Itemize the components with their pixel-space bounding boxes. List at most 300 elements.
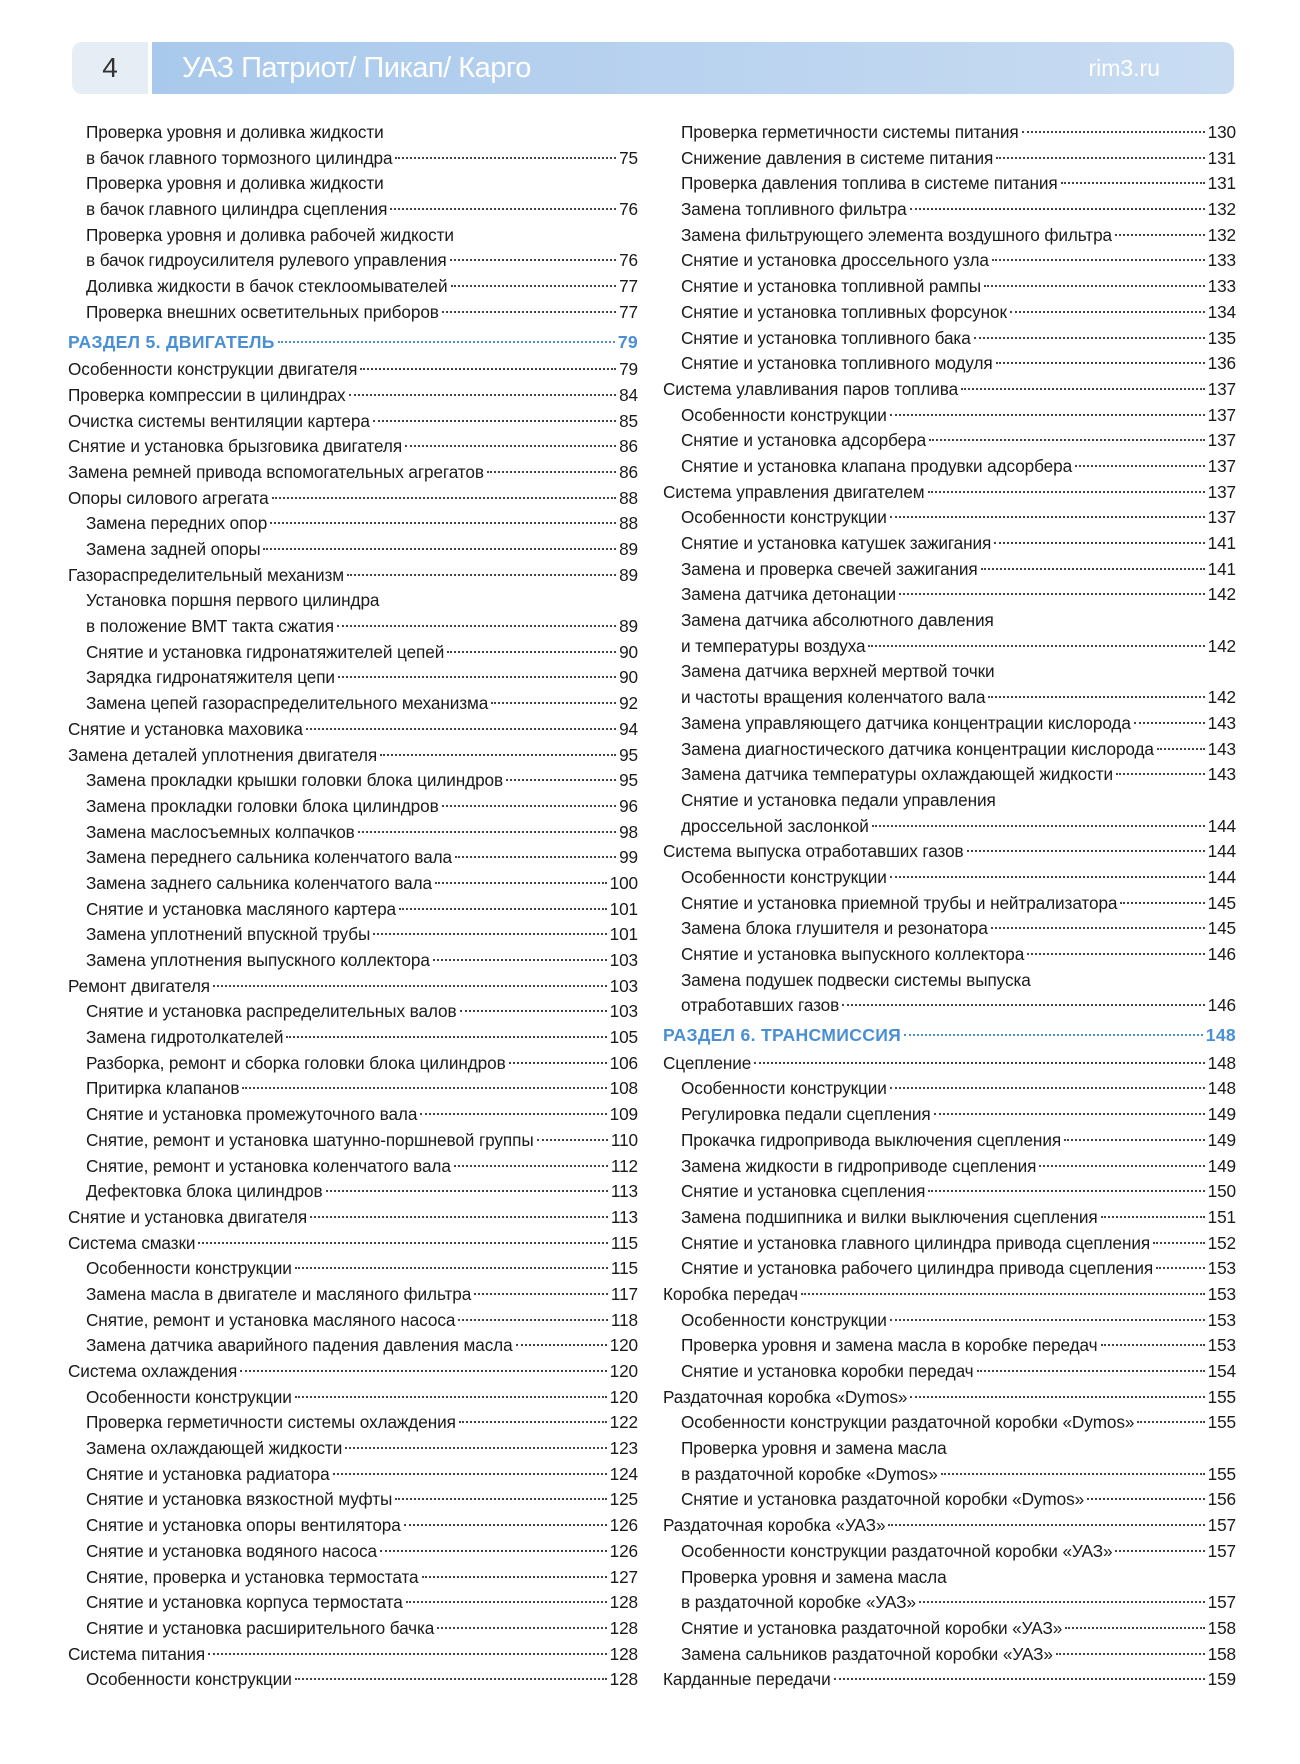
toc-entry-title: Проверка компрессии в цилиндрах — [68, 384, 346, 405]
toc-entry[interactable] — [663, 1282, 1236, 1308]
toc-entry-title: Проверка уровня и доливка жидкости — [86, 173, 384, 194]
toc-right-column — [663, 120, 1236, 1693]
toc-entry-title: в бачок гидроусилителя рулевого управления — [86, 250, 447, 271]
toc-entry[interactable] — [68, 1282, 638, 1308]
toc-entry[interactable] — [68, 511, 638, 537]
toc-entry[interactable] — [663, 505, 1236, 531]
toc-entry[interactable] — [68, 1590, 638, 1616]
toc-entry[interactable] — [663, 1076, 1236, 1102]
toc-entry[interactable] — [663, 1667, 1236, 1693]
toc-entry[interactable] — [663, 968, 1236, 994]
toc-page-number: 79 — [617, 331, 638, 352]
toc-entry[interactable] — [663, 608, 1236, 634]
toc-entry-title: Замена датчика аварийного падения давления масла — [86, 1335, 513, 1356]
dot-leader — [904, 1034, 1203, 1036]
toc-entry[interactable] — [663, 1179, 1236, 1205]
dot-leader — [422, 1576, 607, 1578]
toc-entry[interactable] — [68, 1231, 638, 1257]
toc-entry[interactable] — [663, 248, 1236, 274]
toc-page-number: 143 — [1207, 738, 1236, 759]
dot-leader — [928, 491, 1205, 493]
dot-leader — [1157, 748, 1205, 750]
toc-entry-title: Замена задней опоры — [86, 539, 261, 559]
toc-page-number: 94 — [619, 718, 638, 739]
toc-entry[interactable] — [68, 948, 638, 974]
dot-leader — [451, 285, 617, 287]
toc-entry-title: Опоры силового агрегата — [68, 487, 269, 508]
toc-page-number: 148 — [1207, 1052, 1236, 1073]
toc-entry[interactable] — [663, 1590, 1236, 1616]
toc-entry[interactable] — [663, 1205, 1236, 1231]
dot-leader — [1153, 1242, 1205, 1244]
toc-page-number: 113 — [610, 1206, 638, 1227]
dot-leader — [1087, 1498, 1205, 1500]
toc-page-number: 124 — [609, 1463, 638, 1484]
toc-page-number: 137 — [1207, 507, 1236, 528]
toc-entry-title: Снятие и установка водяного насоса — [86, 1540, 377, 1561]
toc-page-number: 131 — [1207, 173, 1236, 194]
toc-page-number: 110 — [610, 1129, 638, 1150]
dot-leader — [390, 208, 616, 210]
toc-entry[interactable] — [68, 1513, 638, 1539]
toc-entry[interactable] — [68, 897, 638, 923]
toc-entry[interactable] — [663, 916, 1236, 942]
toc-entry[interactable] — [68, 1667, 638, 1693]
dot-leader — [399, 908, 607, 910]
dot-leader — [380, 754, 616, 756]
dot-leader — [1010, 311, 1205, 313]
toc-entry-title: в положение ВМТ такта сжатия — [86, 616, 334, 637]
toc-entry-title: Снятие и установка вязкостной муфты — [86, 1489, 393, 1510]
book-title: УАЗ Патриот/ Пикап/ Карго — [182, 52, 531, 84]
toc-entry[interactable] — [663, 377, 1236, 403]
dot-leader — [1101, 1216, 1205, 1218]
toc-page-number: 153 — [1207, 1283, 1236, 1304]
dot-leader — [910, 1396, 1204, 1398]
toc-page-number: 84 — [619, 384, 638, 405]
toc-entry[interactable] — [68, 1308, 638, 1334]
toc-entry[interactable] — [68, 1205, 638, 1231]
dot-leader — [890, 516, 1205, 518]
toc-page-number: 144 — [1207, 841, 1236, 862]
toc-entry[interactable] — [663, 171, 1236, 197]
toc-entry[interactable] — [68, 357, 638, 383]
dot-leader — [1137, 1421, 1204, 1423]
toc-entry[interactable] — [68, 1333, 638, 1359]
toc-entry[interactable] — [68, 999, 638, 1025]
toc-entry[interactable] — [663, 1385, 1236, 1411]
dot-leader — [263, 548, 616, 550]
toc-page-number: 148 — [1205, 1025, 1236, 1046]
toc-entry[interactable] — [663, 711, 1236, 737]
toc-entry[interactable] — [68, 768, 638, 794]
dot-leader — [347, 574, 616, 576]
toc-entry[interactable] — [663, 480, 1236, 506]
toc-entry-title: Особенности конструкции — [681, 1078, 887, 1099]
toc-entry[interactable] — [68, 614, 638, 640]
toc-page-number: 92 — [619, 693, 638, 714]
toc-entry[interactable] — [68, 871, 638, 897]
toc-entry[interactable] — [68, 640, 638, 666]
toc-entry-title: и частоты вращения коленчатого вала — [681, 687, 986, 708]
dot-leader — [360, 368, 616, 370]
toc-section-heading[interactable] — [663, 1023, 1236, 1049]
dot-leader — [988, 696, 1204, 698]
toc-entry-title: Проверка герметичности системы охлаждения — [86, 1412, 456, 1433]
toc-entry[interactable] — [663, 146, 1236, 172]
toc-entry[interactable] — [68, 537, 638, 563]
dot-leader — [454, 1165, 608, 1167]
toc-entry-title: РАЗДЕЛ 6. ТРАНСМИССИЯ — [663, 1025, 902, 1046]
toc-entry[interactable] — [68, 223, 638, 249]
toc-entry-title: Замена сальников раздаточной коробки «УАЗ» — [681, 1643, 1053, 1664]
toc-page-number: 122 — [609, 1412, 638, 1433]
toc-entry-title: Притирка клапанов — [86, 1078, 240, 1099]
dot-leader — [295, 1396, 607, 1398]
toc-entry[interactable] — [663, 1436, 1236, 1462]
toc-page-number: 103 — [609, 1001, 638, 1022]
toc-entry[interactable] — [663, 197, 1236, 223]
toc-entry[interactable] — [68, 1565, 638, 1591]
toc-page-number: 123 — [609, 1438, 638, 1459]
toc-entry[interactable] — [663, 1333, 1236, 1359]
toc-entry[interactable] — [663, 1616, 1236, 1642]
toc-page-number: 89 — [619, 539, 638, 559]
toc-page-number: 146 — [1207, 944, 1236, 964]
dot-leader — [442, 805, 616, 807]
toc-entry-title: Снятие и установка топливных форсунок — [681, 301, 1007, 322]
toc-section-heading[interactable] — [68, 330, 638, 356]
toc-entry-title: Снятие, ремонт и установка коленчатого вала — [86, 1155, 451, 1176]
toc-entry[interactable] — [663, 865, 1236, 891]
toc-entry[interactable] — [663, 788, 1236, 814]
toc-entry[interactable] — [663, 1565, 1236, 1591]
toc-entry-title: Замена прокладки головки блока цилиндров — [86, 795, 439, 816]
toc-entry[interactable] — [663, 1231, 1236, 1257]
toc-page-number: 144 — [1207, 866, 1236, 887]
toc-entry[interactable] — [663, 1359, 1236, 1385]
toc-entry[interactable] — [663, 274, 1236, 300]
toc-entry-title: Замена и проверка свечей зажигания — [681, 558, 978, 579]
toc-entry[interactable] — [68, 300, 638, 326]
toc-entry[interactable] — [663, 1642, 1236, 1668]
toc-page-number: 79 — [619, 359, 638, 380]
toc-entry-title: Ремонт двигателя — [68, 975, 211, 996]
toc-entry-title: Снятие и установка радиатора — [86, 1463, 330, 1484]
toc-entry[interactable] — [68, 248, 638, 274]
toc-entry[interactable] — [663, 891, 1236, 917]
toc-entry[interactable] — [663, 403, 1236, 429]
toc-page-number: 143 — [1207, 712, 1236, 733]
toc-entry[interactable] — [68, 1462, 638, 1488]
toc-entry[interactable] — [663, 428, 1236, 454]
toc-entry[interactable] — [663, 454, 1236, 480]
dot-leader — [213, 985, 607, 987]
toc-page-number: 155 — [1207, 1386, 1236, 1407]
dot-leader — [333, 1473, 607, 1475]
toc-page-number: 128 — [609, 1669, 638, 1690]
toc-page-number: 112 — [610, 1155, 638, 1176]
toc-page-number: 132 — [1207, 199, 1236, 220]
toc-entry[interactable] — [663, 685, 1236, 711]
toc-entry-title: Проверка давления топлива в системе питания — [681, 173, 1058, 194]
toc-entry[interactable] — [663, 351, 1236, 377]
toc-entry-title: Замена топливного фильтра — [681, 199, 907, 220]
toc-entry[interactable] — [68, 274, 638, 300]
toc-entry-title: Снятие, ремонт и установка шатунно-поршневой группы — [86, 1129, 534, 1150]
toc-entry[interactable] — [663, 1256, 1236, 1282]
toc-entry[interactable] — [68, 1359, 638, 1385]
toc-entry[interactable] — [663, 1128, 1236, 1154]
toc-entry[interactable] — [663, 1539, 1236, 1565]
toc-entry-title: Раздаточная коробка «УАЗ» — [663, 1515, 886, 1536]
toc-entry[interactable] — [663, 737, 1236, 763]
page-header — [72, 42, 1234, 94]
dot-leader — [373, 420, 616, 422]
toc-entry-title: Коробка передач — [663, 1283, 799, 1304]
toc-entry[interactable] — [663, 762, 1236, 788]
toc-entry[interactable] — [68, 197, 638, 223]
toc-entry-title: Замена подшипника и вилки выключения сцепления — [681, 1206, 1098, 1227]
toc-page-number: 137 — [1207, 404, 1236, 425]
dot-leader — [358, 831, 616, 833]
toc-entry-title: Снятие и установка маховика — [68, 718, 303, 739]
toc-entry[interactable] — [68, 383, 638, 409]
dot-leader — [974, 337, 1205, 339]
toc-entry[interactable] — [68, 460, 638, 486]
toc-entry[interactable] — [68, 486, 638, 512]
toc-entry[interactable] — [68, 409, 638, 435]
toc-entry-title: РАЗДЕЛ 5. ДВИГАТЕЛЬ — [68, 331, 275, 352]
toc-entry[interactable] — [663, 942, 1236, 968]
dot-leader — [395, 157, 616, 159]
toc-entry[interactable] — [663, 659, 1236, 685]
dot-leader — [1116, 773, 1205, 775]
dot-leader — [198, 1242, 608, 1244]
toc-entry-title: Снятие и установка адсорбера — [681, 430, 927, 451]
toc-entry[interactable] — [68, 1410, 638, 1436]
toc-entry[interactable] — [68, 974, 638, 1000]
toc-page-number: 88 — [619, 487, 638, 508]
toc-page-number: 142 — [1207, 635, 1236, 656]
dot-leader — [345, 1447, 606, 1449]
toc-entry-title: Снятие и установка топливной рампы — [681, 276, 981, 297]
toc-page-number: 125 — [609, 1489, 638, 1510]
dot-leader — [1134, 722, 1205, 724]
dot-leader — [295, 1678, 607, 1680]
toc-page-number: 127 — [609, 1566, 638, 1587]
dot-leader — [442, 311, 616, 313]
site-link[interactable]: rim3.ru — [1088, 55, 1160, 81]
toc-entry-title: Замена фильтрующего элемента воздушного фильтра — [681, 224, 1113, 245]
toc-entry[interactable] — [663, 582, 1236, 608]
toc-entry-title: Снятие и установка расширительного бачка — [86, 1617, 435, 1638]
toc-entry[interactable] — [663, 120, 1236, 146]
toc-entry[interactable] — [68, 1539, 638, 1565]
toc-entry[interactable] — [663, 300, 1236, 326]
toc-entry[interactable] — [663, 1462, 1236, 1488]
dot-leader — [455, 856, 616, 858]
toc-entry[interactable] — [68, 743, 638, 769]
toc-page-number: 145 — [1207, 918, 1236, 939]
toc-entry[interactable] — [68, 1179, 638, 1205]
toc-entry[interactable] — [68, 691, 638, 717]
toc-entry-title: Особенности конструкции — [681, 507, 887, 528]
toc-page-number: 88 — [619, 513, 638, 534]
toc-entry-title: Замена гидротолкателей — [86, 1027, 284, 1048]
toc-entry[interactable] — [68, 1154, 638, 1180]
toc-entry-title: Особенности конструкции — [86, 1386, 292, 1407]
toc-page-number: 76 — [619, 199, 638, 220]
toc-page-number: 157 — [1207, 1540, 1236, 1561]
toc-entry[interactable] — [663, 1308, 1236, 1334]
toc-entry[interactable] — [663, 1102, 1236, 1128]
toc-entry[interactable] — [663, 223, 1236, 249]
toc-page-number: 157 — [1207, 1592, 1236, 1613]
toc-entry[interactable] — [663, 557, 1236, 583]
dot-leader — [474, 1293, 608, 1295]
toc-entry[interactable] — [68, 588, 638, 614]
dot-leader — [395, 1498, 606, 1500]
toc-entry-title: Замена маслосъемных колпачков — [86, 821, 355, 842]
toc-entry[interactable] — [663, 634, 1236, 660]
toc-entry[interactable] — [663, 1051, 1236, 1077]
toc-page-number: 115 — [610, 1258, 638, 1279]
toc-entry[interactable] — [68, 1487, 638, 1513]
toc-entry[interactable] — [663, 993, 1236, 1019]
toc-entry-title: Снятие и установка коробки передач — [681, 1361, 974, 1381]
toc-entry-title: Снятие и установка распределительных валов — [86, 1001, 457, 1022]
toc-page-number: 133 — [1207, 276, 1236, 297]
toc-entry[interactable] — [68, 146, 638, 172]
toc-entry[interactable] — [68, 1051, 638, 1077]
toc-entry-title: Снятие и установка сцепления — [681, 1181, 926, 1202]
toc-entry[interactable] — [663, 531, 1236, 557]
dot-leader — [405, 445, 616, 447]
toc-entry[interactable] — [663, 839, 1236, 865]
toc-entry[interactable] — [663, 1513, 1236, 1539]
toc-entry[interactable] — [68, 820, 638, 846]
toc-page-number: 158 — [1207, 1643, 1236, 1664]
dot-leader — [890, 876, 1205, 878]
dot-leader — [890, 414, 1205, 416]
title-bar — [152, 42, 1234, 94]
toc-entry[interactable] — [68, 1385, 638, 1411]
toc-entry[interactable] — [68, 845, 638, 871]
toc-entry[interactable] — [68, 794, 638, 820]
dot-leader — [460, 1010, 607, 1012]
dot-leader — [984, 285, 1205, 287]
toc-entry[interactable] — [68, 1642, 638, 1668]
toc-entry-title: Снятие и установка гидронатяжителей цепей — [86, 641, 445, 662]
toc-page-number: 143 — [1207, 764, 1236, 785]
dot-leader — [928, 1190, 1204, 1192]
toc-entry-title: Снятие, ремонт и установка масляного насоса — [86, 1309, 456, 1330]
dot-leader — [1115, 1550, 1204, 1552]
toc-entry[interactable] — [663, 1154, 1236, 1180]
toc-page-number: 149 — [1207, 1129, 1236, 1150]
toc-entry-title: Прокачка гидропривода выключения сцепления — [681, 1129, 1062, 1150]
toc-page-number: 89 — [619, 616, 638, 637]
dot-leader — [459, 1421, 607, 1423]
toc-page-number: 120 — [609, 1335, 638, 1356]
toc-entry[interactable] — [68, 1256, 638, 1282]
toc-entry[interactable] — [68, 717, 638, 743]
toc-page-number: 137 — [1207, 430, 1236, 451]
toc-entry[interactable] — [68, 171, 638, 197]
dot-leader — [888, 1524, 1204, 1526]
toc-page-number: 85 — [619, 410, 638, 431]
toc-entry-title: Газораспределительный механизм — [68, 564, 344, 585]
toc-entry-title: Снятие и установка педали управления — [681, 789, 996, 810]
dot-leader — [447, 651, 616, 653]
toc-entry-title: в раздаточной коробке «Dymos» — [681, 1463, 938, 1484]
toc-page-number: 115 — [610, 1232, 638, 1253]
toc-entry[interactable] — [68, 120, 638, 146]
toc-entry[interactable] — [68, 1616, 638, 1642]
toc-entry[interactable] — [663, 1410, 1236, 1436]
toc-entry-title: Снятие и установка топливного модуля — [681, 353, 993, 374]
dot-leader — [996, 157, 1204, 159]
toc-entry[interactable] — [68, 1025, 638, 1051]
toc-entry[interactable] — [68, 665, 638, 691]
toc-entry[interactable] — [68, 1128, 638, 1154]
toc-page-number: 130 — [1207, 122, 1236, 142]
toc-page-number: 98 — [619, 821, 638, 842]
dot-leader — [380, 1550, 607, 1552]
toc-entry-title: Замена диагностического датчика концентрации кислорода — [681, 738, 1154, 759]
toc-entry-title: Замена датчика абсолютного давления — [681, 610, 994, 631]
dot-leader — [338, 676, 616, 678]
dot-leader — [487, 471, 616, 473]
toc-page-number: 100 — [609, 872, 638, 893]
toc-entry-title: Замена цепей газораспределительного механизма — [86, 693, 489, 714]
toc-entry-title: Снятие и установка рабочего цилиндра привода сцепления — [681, 1258, 1154, 1279]
toc-entry[interactable] — [68, 922, 638, 948]
toc-entry-title: Установка поршня первого цилиндра — [86, 590, 380, 611]
toc-entry[interactable] — [68, 1102, 638, 1128]
toc-entry-title: Замена датчика верхней мертвой точки — [681, 661, 995, 682]
toc-entry-title: Замена ремней привода вспомогательных агрегатов — [68, 461, 484, 482]
toc-page-number: 120 — [609, 1361, 638, 1381]
toc-entry[interactable] — [663, 814, 1236, 840]
toc-entry[interactable] — [68, 434, 638, 460]
toc-page-number: 133 — [1207, 250, 1236, 271]
toc-entry-title: Карданные передачи — [663, 1669, 831, 1690]
toc-entry-title: Сцепление — [663, 1052, 752, 1073]
toc-entry[interactable] — [68, 1436, 638, 1462]
toc-entry-title: Регулировка педали сцепления — [681, 1104, 931, 1125]
dot-leader — [420, 1113, 606, 1115]
toc-page-number: 77 — [619, 276, 638, 297]
toc-entry[interactable] — [663, 1487, 1236, 1513]
dot-leader — [337, 625, 616, 627]
toc-page-number: 120 — [609, 1386, 638, 1407]
dot-leader — [929, 439, 1205, 441]
toc-page-number: 153 — [1207, 1335, 1236, 1356]
toc-entry-title: Замена жидкости в гидроприводе сцепления — [681, 1155, 1037, 1176]
toc-entry[interactable] — [663, 326, 1236, 352]
toc-entry-title: Проверка уровня и замена масла — [681, 1566, 947, 1587]
toc-page-number: 142 — [1207, 584, 1236, 605]
toc-page-number: 101 — [609, 924, 638, 945]
dot-leader — [977, 1370, 1205, 1372]
toc-entry[interactable] — [68, 563, 638, 589]
toc-entry-title: отработавших газов — [681, 995, 840, 1016]
toc-entry[interactable] — [68, 1076, 638, 1102]
toc-entry-title: Дефектовка блока цилиндров — [86, 1181, 323, 1202]
toc-page-number: 86 — [619, 461, 638, 482]
